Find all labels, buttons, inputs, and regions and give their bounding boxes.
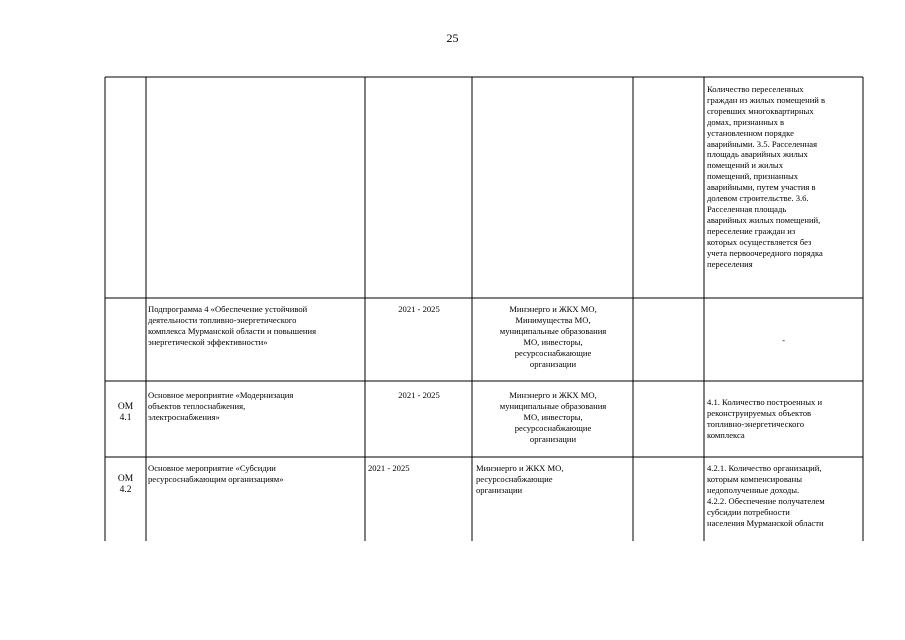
executor-cell: Минэнерго и ЖКХ МО, муниципальные образования МО, инвесторы, ресурсоснабжающие организации (499, 390, 607, 444)
indicators-cell: - (782, 335, 785, 345)
indicators-cell: 4.1. Количество построенных и реконструируемых объектов топливно-энергетического комплекса (707, 397, 823, 440)
executor-cell: Минэнерго и ЖКХ МО, Минимущества МО, муниципальные образования МО, инвесторы, ресурсоснабжающие организации (499, 304, 607, 369)
name-cell: Основное мероприятие «Модернизация объектов теплоснабжения, электроснабжения» (148, 390, 294, 422)
period-cell: 2021 - 2025 (398, 390, 440, 400)
executor-cell: Минэнерго и ЖКХ МО, ресурсоснабжающие организации (476, 463, 564, 495)
name-cell: Основное мероприятие «Субсидии ресурсоснабжающим организациям» (148, 463, 284, 484)
name-cell: Подпрограмма 4 «Обеспечение устойчивой деятельности топливно-энергетического комплекса Мурманской области и повышения энергетической эффективности» (148, 304, 317, 347)
period-cell: 2021 - 2025 (398, 304, 440, 314)
period-cell: 2021 - 2025 (368, 463, 410, 473)
code-cell: ОМ 4.2 (117, 474, 134, 495)
indicators-cell: 4.2.1. Количество организаций, которым компенсированы недополученные доходы. 4.2.2. Обеспечение получателем субсидии потребности населения Мурманской области (707, 463, 825, 528)
page-number: 25 (446, 31, 459, 45)
indicators-cell: Количество переселенных граждан из жилых помещений в сгоревших многоквартирных домах, признанных в установленном порядке аварийными. 3.5. Расселенная площадь аварийных жилых помещений и жилых помещений, признанных аварийными, путем участия в долевом строительстве. 3.6. Расселенная площадь аварийных жилых помещений, переселение граждан из которых осуществляется без учета первоочередного порядка переселения (707, 84, 826, 269)
code-cell: ОМ 4.1 (117, 402, 134, 423)
